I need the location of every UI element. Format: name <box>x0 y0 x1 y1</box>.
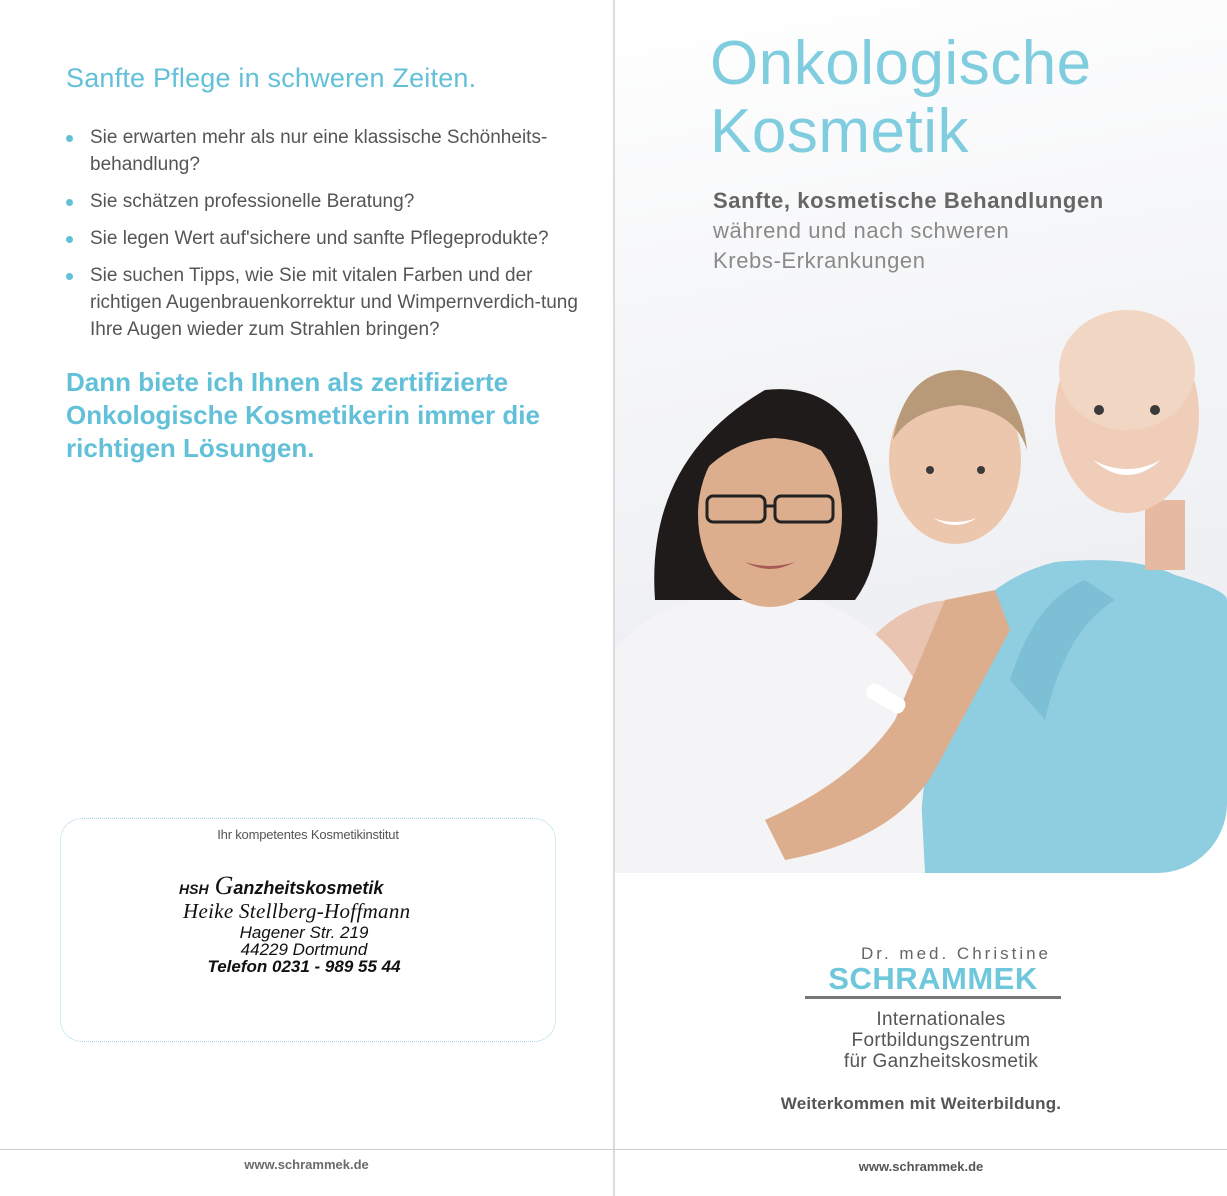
question-item <box>66 262 591 343</box>
stamp-business-name <box>179 871 449 901</box>
left-panel <box>0 0 613 1196</box>
cover-title-line2: Kosmetik <box>710 97 969 166</box>
question-text: Sie suchen Tipps, wie Sie mit vitalen Farben und der richtigen Augenbrauenkorrektur und Wimpernverdich-tung Ihre Augen wieder zum Strahlen bringen? <box>90 265 578 340</box>
logo-line1: Internationales <box>876 1009 1006 1030</box>
stamp-name-rest: anzheitskosmetik <box>233 878 384 898</box>
tagline: Weiterkommen mit Weiterbildung. <box>780 1094 1062 1113</box>
schrammek-logo <box>615 944 1227 1072</box>
stamp-prefix: HSH <box>179 881 209 897</box>
logo-name-prefix: Dr. med. Christine <box>860 944 1052 963</box>
question-list <box>66 124 591 353</box>
institute-stamp <box>179 871 449 975</box>
bullet-dot-icon <box>66 199 73 206</box>
stamp-caption: Ihr kompetentes Kosmetikinstitut <box>217 827 399 842</box>
stamp-city: 44229 Dortmund <box>240 940 368 959</box>
bullet-dot-icon <box>66 273 73 280</box>
three-women-photo <box>615 300 1227 873</box>
cover-title <box>710 30 1092 166</box>
cover-subtitle <box>713 186 1104 276</box>
stamp-phone: Telefon 0231 - 989 55 44 <box>207 957 401 976</box>
cover-subtitle-line3: Krebs-Erkrankungen <box>713 248 926 273</box>
logo-line3: für Ganzheitskosmetik <box>843 1051 1039 1072</box>
question-text: Sie schätzen professionelle Beratung? <box>90 191 415 212</box>
question-text: Sie erwarten mehr als nur eine klassische Schönheits-behandlung? <box>90 127 548 175</box>
question-item <box>66 124 591 178</box>
cover-title-line1: Onkologische <box>710 29 1092 98</box>
logo-line2: Fortbildungszentrum <box>851 1030 1031 1051</box>
website-link[interactable]: www.schrammek.de <box>244 1157 369 1172</box>
question-text: Sie legen Wert auf'sichere und sanfte Pflegeprodukte? <box>90 228 549 249</box>
institute-stamp-box <box>60 818 556 1042</box>
right-panel <box>615 0 1227 1196</box>
logo-description <box>655 1009 1227 1072</box>
cover-subtitle-line2: während und nach schweren <box>713 218 1010 243</box>
logo-brand: SCHRAMMEK <box>805 964 1061 999</box>
stamp-initial: G <box>214 871 234 900</box>
cover-subtitle-strong: Sanfte, kosmetische Behandlungen <box>713 188 1104 213</box>
left-heading: Sanfte Pflege in schweren Zeiten. <box>66 63 477 93</box>
bullet-dot-icon <box>66 236 73 243</box>
question-item <box>66 225 591 252</box>
stamp-signature: Heike Stellberg-Hoffmann <box>183 899 411 923</box>
bullet-dot-icon <box>66 135 73 142</box>
cover-area <box>615 0 1227 873</box>
website-link[interactable]: www.schrammek.de <box>858 1159 984 1174</box>
stamp-street: Hagener Str. 219 <box>239 923 369 942</box>
question-item <box>66 188 591 215</box>
call-to-action: Dann biete ich Ihnen als zertifizierte Onkologische Kosmetikerin immer die richtigen Lösungen. <box>66 367 540 463</box>
